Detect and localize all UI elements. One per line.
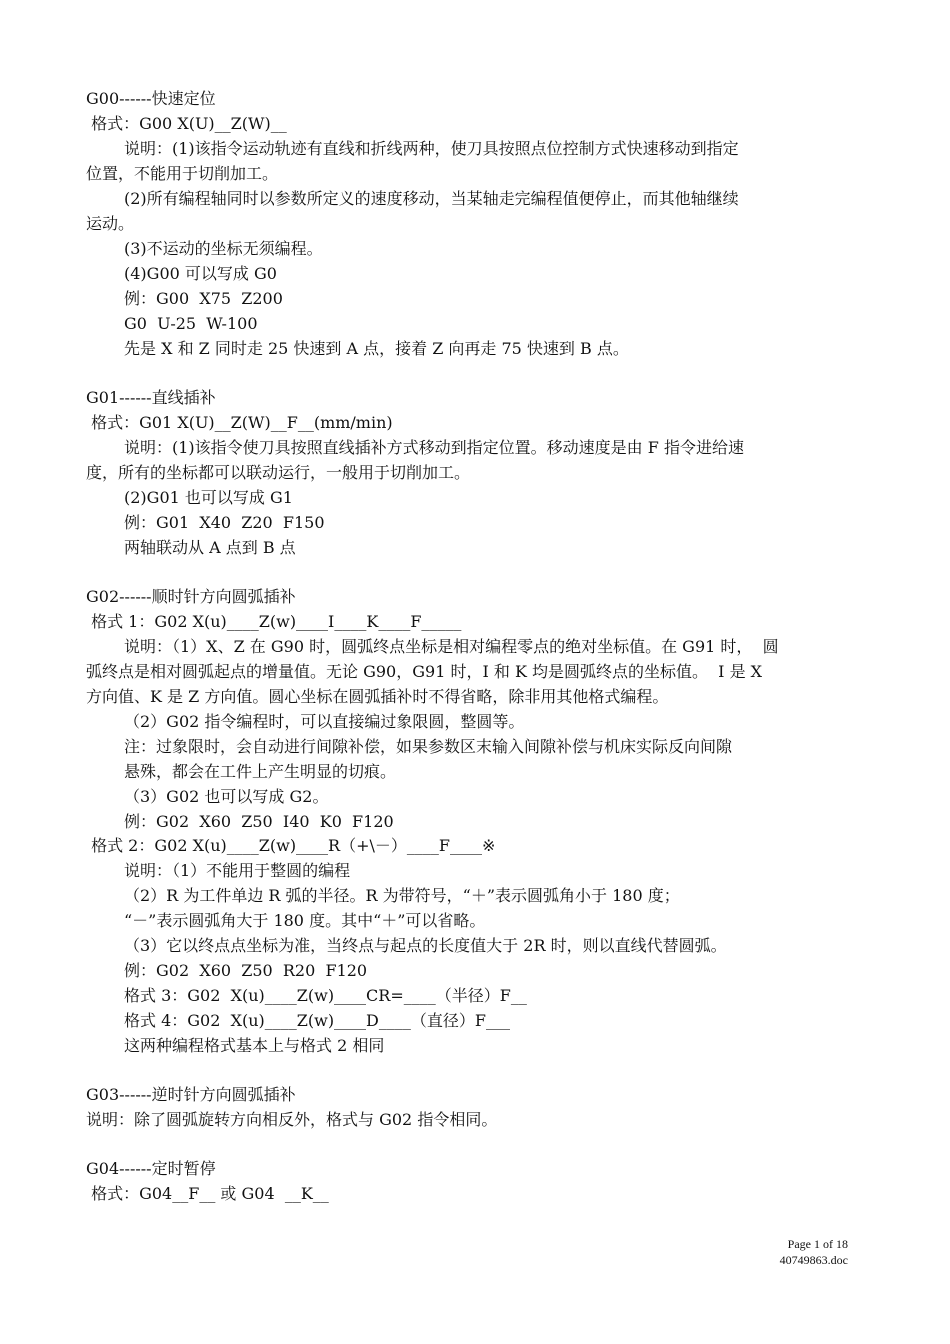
example-line: 例：G00 X75 Z200: [124, 289, 283, 308]
body-line: 两轴联动从 A 点到 B 点: [124, 538, 296, 557]
body-line: （3）G02 也可以写成 G2。: [124, 787, 329, 806]
section-heading-g02: G02------顺时针方向圆弧插补: [86, 587, 296, 606]
body-line: （2）R 为工件单边 R 弧的半径。R 为带符号，“＋”表示圆弧角小于 180 度；: [124, 886, 680, 905]
body-line: 说明：(1)该指令使刀具按照直线插补方式移动到指定位置。移动速度是由 F 指令进给速: [124, 438, 744, 457]
format-line: 格式 2：G02 X(u)____Z(w)____R（+\－）____F____※: [86, 836, 496, 855]
body-line: （3）它以终点点坐标为准，当终点与起点的长度值大于 2R 时，则以直线代替圆弧。: [124, 936, 727, 955]
format-line: 格式 1：G02 X(u)____Z(w)____I____K____F_____: [86, 612, 462, 631]
body-line: (4)G00 可以写成 G0: [124, 264, 277, 283]
body-line: 运动。: [86, 214, 135, 233]
body-line: 说明：(1)该指令运动轨迹有直线和折线两种，使刀具按照点位控制方式快速移动到指定: [124, 139, 739, 158]
body-line: 方向值、K 是 Z 方向值。圆心坐标在圆弧插补时不得省略，除非用其他格式编程。: [86, 687, 669, 706]
section-heading-g03: G03------逆时针方向圆弧插补: [86, 1085, 296, 1104]
format-line: 格式：G01 X(U)__Z(W)__F__(mm/min): [86, 413, 393, 432]
example-line: 例：G02 X60 Z50 I40 K0 F120: [124, 812, 394, 831]
body-line: 弧终点是相对圆弧起点的增量值。无论 G90，G91 时，I 和 K 均是圆弧终点的坐标值。 I 是 X: [86, 662, 763, 681]
section-heading-g04: G04------定时暂停: [86, 1159, 216, 1178]
example-line: G0 U-25 W-100: [124, 314, 258, 333]
body-line: (2)G01 也可以写成 G1: [124, 488, 293, 507]
file-name: 40749863.doc: [779, 1253, 848, 1267]
page-number: Page 1 of 18: [787, 1237, 848, 1251]
example-line: 例：G01 X40 Z20 F150: [124, 513, 325, 532]
body-line: 说明：除了圆弧旋转方向相反外，格式与 G02 指令相同。: [86, 1110, 498, 1129]
body-line: 这两种编程格式基本上与格式 2 相同: [124, 1036, 385, 1055]
body-line: 先是 X 和 Z 同时走 25 快速到 A 点，接着 Z 向再走 75 快速到 B 点。: [124, 339, 629, 358]
body-line: 位置，不能用于切削加工。: [86, 164, 279, 183]
body-line: (3)不运动的坐标无须编程。: [124, 239, 323, 258]
format-line: 格式：G04__F__ 或 G04 __K__: [86, 1184, 329, 1203]
example-line: 例：G02 X60 Z50 R20 F120: [124, 961, 368, 980]
format-line: 格式 4：G02 X(u)____Z(w)____D____（直径）F___: [124, 1011, 510, 1030]
body-line: 说明：（1）X、Z 在 G90 时，圆弧终点坐标是相对编程零点的绝对坐标值。在 G91 时， 圆: [124, 637, 779, 656]
body-line: 度，所有的坐标都可以联动运行，一般用于切削加工。: [86, 463, 471, 482]
note-line: 注：过象限时，会自动进行间隙补偿，如果参数区末输入间隙补偿与机床实际反向间隙: [124, 737, 733, 756]
body-line: (2)所有编程轴同时以参数所定义的速度移动，当某轴走完编程值便停止，而其他轴继续: [124, 189, 739, 208]
format-line: 格式 3：G02 X(u)____Z(w)____CR=____（半径）F__: [124, 986, 527, 1005]
page-footer: [780, 1236, 848, 1268]
body-line: “－”表示圆弧角大于 180 度。其中“＋”可以省略。: [124, 911, 486, 930]
format-line: 格式：G00 X(U)__Z(W)__: [86, 114, 287, 133]
body-line: （2）G02 指令编程时，可以直接编过象限圆，整圆等。: [124, 712, 525, 731]
section-heading-g01: G01------直线插补: [86, 388, 216, 407]
body-line: 说明：（1）不能用于整圆的编程: [124, 861, 351, 880]
section-heading-g00: G00------快速定位: [86, 89, 216, 108]
note-line: 悬殊，都会在工件上产生明显的切痕。: [124, 762, 397, 781]
